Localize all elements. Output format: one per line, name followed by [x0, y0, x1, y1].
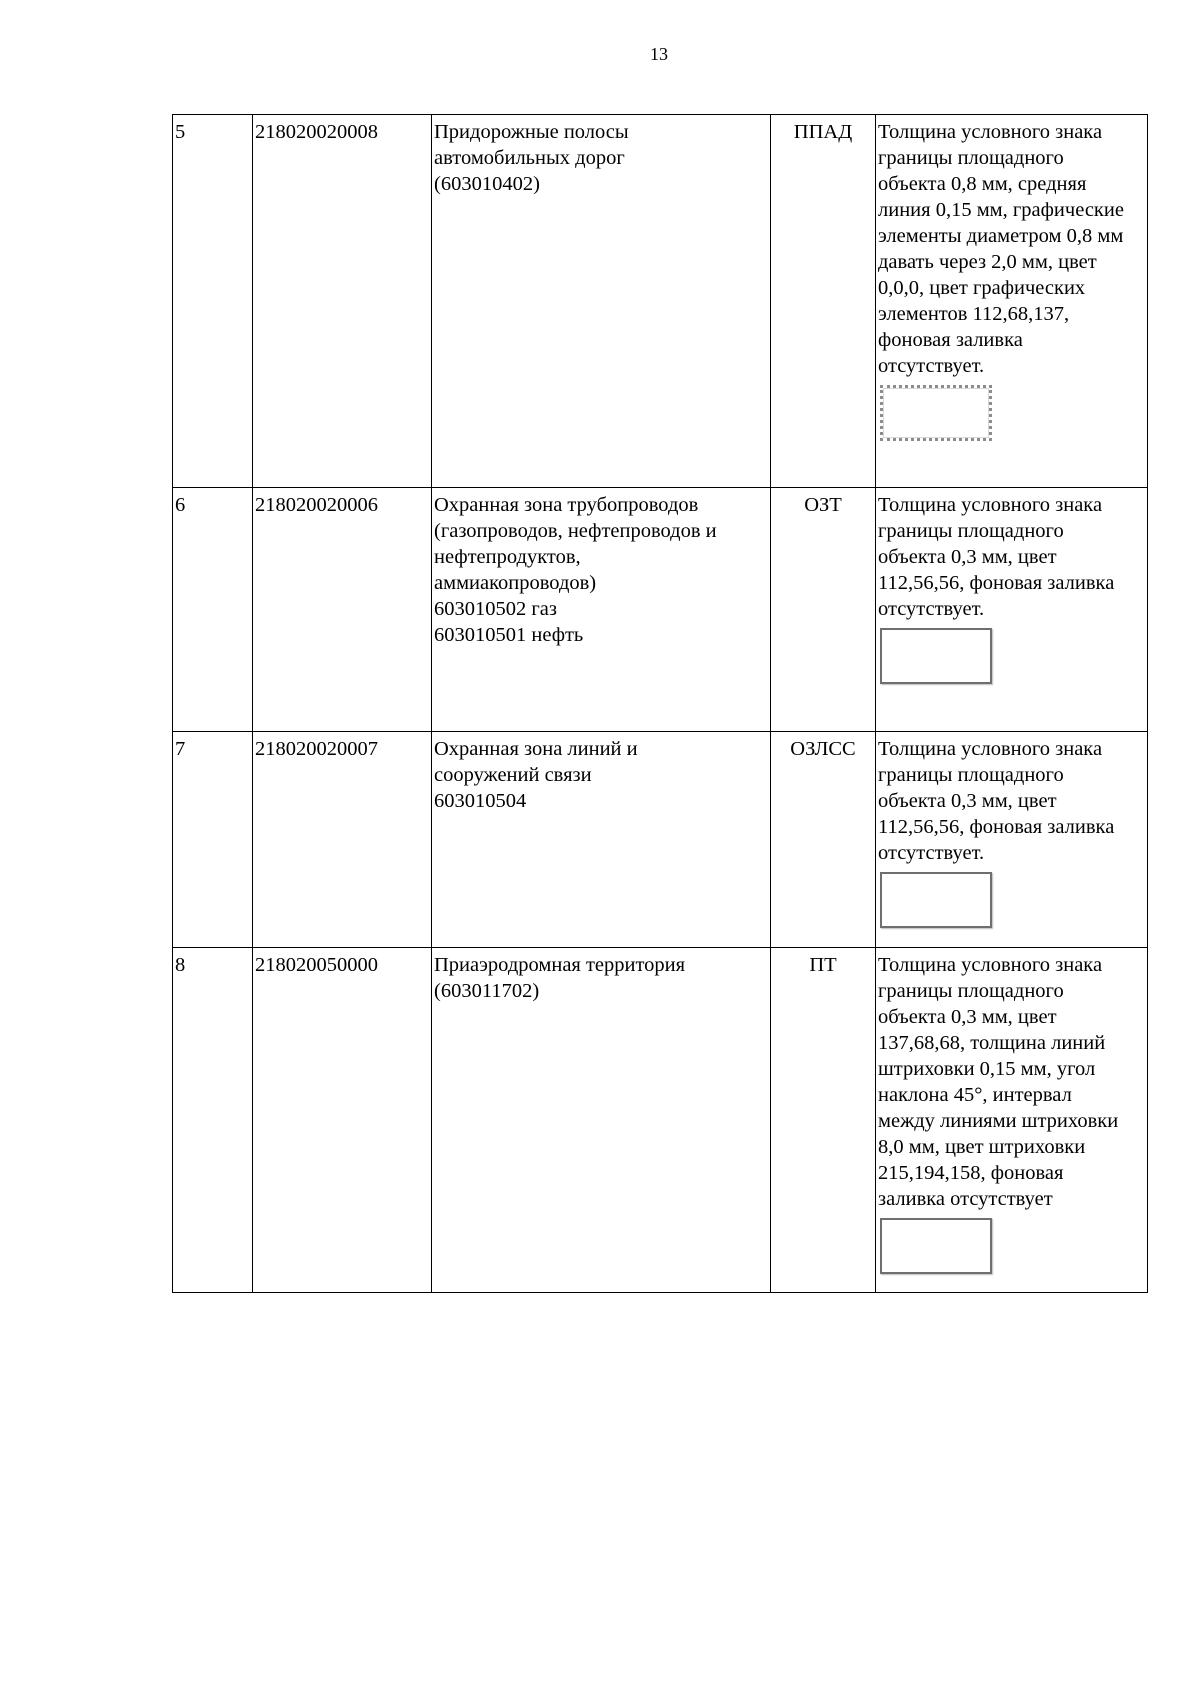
zone-abbreviation: ОЗТ [771, 488, 876, 732]
row-number: 5 [173, 115, 253, 488]
description-line: границы площадного [878, 147, 1064, 169]
zone-name-line: 603010502 газ [434, 598, 557, 620]
description-line: отсутствует. [878, 355, 985, 377]
description-line: линия 0,15 мм, графические [878, 199, 1124, 221]
zone-name-line: 603010501 нефть [434, 624, 584, 646]
description-line: 215,194,158, фоновая [878, 1162, 1064, 1184]
description-line: объекта 0,8 мм, средняя [878, 173, 1087, 195]
table-row [173, 488, 1148, 732]
zone-name-line: Приаэродромная территория [434, 954, 686, 976]
solid-boundary-symbol [880, 628, 992, 684]
description-line: Толщина условного знака [878, 494, 1103, 516]
description-line: давать через 2,0 мм, цвет [878, 251, 1097, 273]
description-line: границы площадного [878, 980, 1064, 1002]
solid-boundary-symbol [880, 1218, 992, 1274]
symbol-description [876, 115, 1148, 488]
symbol-description [876, 488, 1148, 732]
description-line: Толщина условного знака [878, 121, 1103, 143]
zone-name [432, 732, 771, 948]
zone-abbreviation: ПТ [771, 948, 876, 1293]
description-line: 137,68,68, толщина линий [878, 1032, 1106, 1054]
table-row [173, 948, 1148, 1293]
description-line: 8,0 мм, цвет штриховки [878, 1136, 1086, 1158]
zone-name-line: Охранная зона трубопроводов [434, 494, 699, 516]
description-line: наклона 45°, интервал [878, 1084, 1072, 1106]
description-line: элементы диаметром 0,8 мм [878, 225, 1124, 247]
zone-name-line: (603011702) [434, 980, 540, 1002]
description-line: объекта 0,3 мм, цвет [878, 790, 1057, 812]
zone-name-line: (603010402) [434, 173, 540, 195]
description-line: отсутствует. [878, 598, 985, 620]
description-line: отсутствует. [878, 842, 985, 864]
classifier-code: 218020020006 [253, 488, 432, 732]
table-row [173, 732, 1148, 948]
zone-name-line: Придорожные полосы [434, 121, 629, 143]
description-line: элементов 112,68,137, [878, 303, 1070, 325]
zone-name-line: аммиакопроводов) [434, 572, 597, 594]
zone-abbreviation: ОЗЛСС [771, 732, 876, 948]
table-row [173, 115, 1148, 488]
zone-name-line: автомобильных дорог [434, 147, 625, 169]
description-line: штриховки 0,15 мм, угол [878, 1058, 1096, 1080]
description-line: объекта 0,3 мм, цвет [878, 1006, 1057, 1028]
zone-name-line: 603010504 [434, 790, 527, 812]
symbol-description [876, 948, 1148, 1293]
classifier-table [172, 114, 1148, 1293]
description-line: границы площадного [878, 764, 1064, 786]
row-number: 8 [173, 948, 253, 1293]
zone-name-line: (газопроводов, нефтепроводов и [434, 520, 717, 542]
zone-name-line: нефтепродуктов, [434, 546, 581, 568]
zone-name [432, 488, 771, 732]
description-line: Толщина условного знака [878, 738, 1103, 760]
description-line: Толщина условного знака [878, 954, 1103, 976]
zone-name [432, 115, 771, 488]
description-line: объекта 0,3 мм, цвет [878, 546, 1057, 568]
description-line: фоновая заливка [878, 329, 1023, 351]
zone-abbreviation: ППАД [771, 115, 876, 488]
row-number: 6 [173, 488, 253, 732]
description-line: заливка отсутствует [878, 1188, 1053, 1210]
solid-boundary-symbol [880, 872, 992, 928]
symbol-description [876, 732, 1148, 948]
row-number: 7 [173, 732, 253, 948]
dotted-boundary-symbol [880, 385, 992, 441]
zone-name-line: сооружений связи [434, 764, 592, 786]
classifier-code: 218020020007 [253, 732, 432, 948]
zone-name [432, 948, 771, 1293]
description-line: 0,0,0, цвет графических [878, 277, 1086, 299]
description-line: между линиями штриховки [878, 1110, 1119, 1132]
zone-name-line: Охранная зона линий и [434, 738, 638, 760]
classifier-code: 218020050000 [253, 948, 432, 1293]
classifier-code: 218020020008 [253, 115, 432, 488]
page-number: 13 [650, 44, 668, 64]
description-line: 112,56,56, фоновая заливка [878, 816, 1115, 838]
description-line: границы площадного [878, 520, 1064, 542]
description-line: 112,56,56, фоновая заливка [878, 572, 1115, 594]
